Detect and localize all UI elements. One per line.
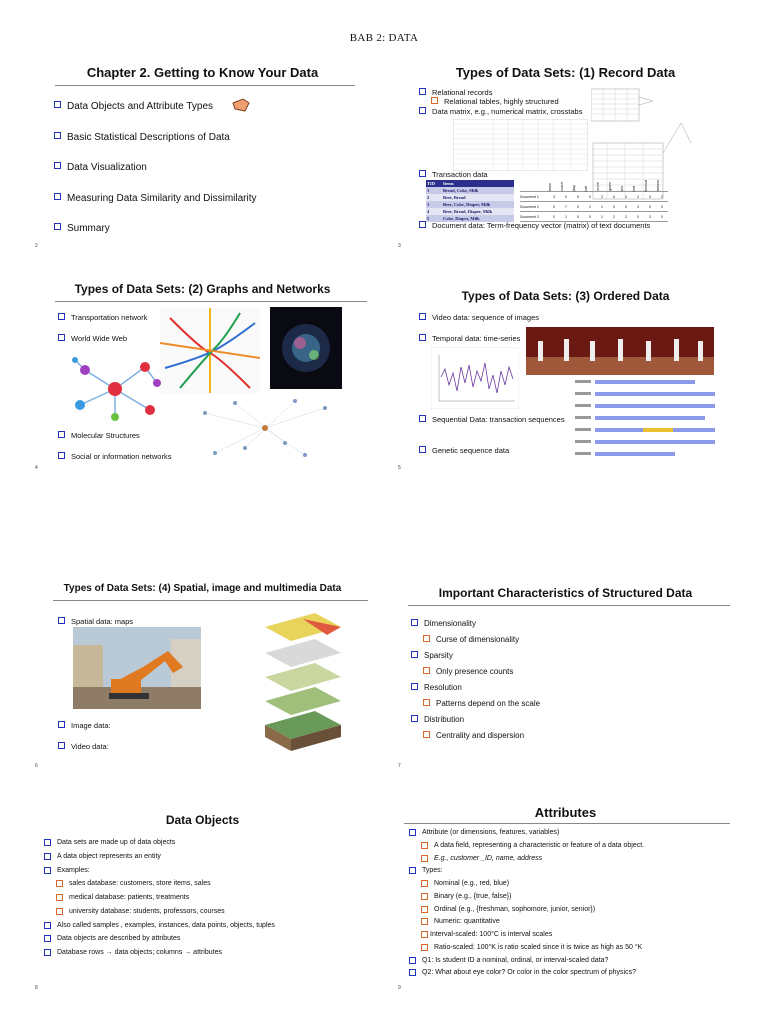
table-cell: 0 — [661, 214, 663, 219]
table-header: TID — [427, 181, 436, 186]
table-cell: 0 — [649, 194, 651, 199]
table-cell: 1 — [601, 214, 603, 219]
bullet: Numeric: quantitative — [408, 918, 644, 927]
bullet: Ordinal (e.g., {freshman, sophomore, junior, senior}) — [408, 906, 644, 915]
slide-title: Chapter 2. Getting to Know Your Data — [86, 65, 319, 80]
table-cell: 1 — [601, 204, 603, 209]
social-network-image — [195, 393, 335, 463]
table-cell: 3 — [649, 214, 651, 219]
bullet: Image data: — [57, 721, 111, 730]
table-cell: 0 — [553, 214, 555, 219]
term-header: season — [656, 179, 660, 191]
bullet: Centrality and dispersion — [410, 731, 540, 741]
bullet: Nominal (e.g., red, blue) — [408, 880, 644, 889]
table-cell: 7 — [565, 204, 567, 209]
bullet: Temporal data: time-series — [418, 334, 539, 343]
table-cell: Bread, Coke, Milk — [443, 188, 479, 193]
bullet: sales database: customers, store items, sales — [43, 880, 275, 889]
table-cell: 2 — [625, 214, 627, 219]
slide-ordered-data — [398, 275, 733, 470]
bullet: university database: students, professors, courses — [43, 908, 275, 917]
page-number: 3 — [398, 243, 401, 249]
bullet: Binary (e.g., {true, false}) — [408, 893, 644, 902]
transit-map-image — [160, 308, 260, 393]
page-header: BAB 2: DATA — [349, 32, 419, 44]
bullet: Only presence counts — [410, 667, 540, 677]
term-header: timeout — [644, 179, 648, 191]
table-cell: 0 — [589, 214, 591, 219]
table-cell: Beer, Bread, Diaper, Milk — [443, 209, 493, 214]
table-cell: 0 — [625, 204, 627, 209]
web-graph-image — [270, 307, 342, 389]
doc-name: Document 1 — [520, 194, 539, 199]
table-cell: 1 — [427, 188, 430, 193]
table-cell: 0 — [625, 194, 627, 199]
bullet: Interval-scaled: 100°C is interval scales — [408, 931, 644, 940]
bullet: Spatial data: maps — [57, 617, 133, 626]
page-number: 2 — [35, 243, 38, 249]
bullet: medical database: patients, treatments — [43, 894, 275, 903]
bullet: Document data: Term-frequency vector (matrix) of text documents — [418, 221, 650, 230]
page-number: 6 — [35, 763, 38, 769]
bullet: Examples: — [43, 867, 275, 876]
slide-title: Important Characteristics of Structured Data — [438, 586, 693, 600]
bullet: Transaction data — [418, 170, 488, 179]
term-header: win — [620, 185, 624, 191]
bullet: E.g., customer _ID, name, address — [408, 855, 644, 864]
bullet: Q2: What about eye color? Or color in the color spectrum of physics? — [408, 969, 644, 978]
bullet: A data object represents an entity — [43, 853, 275, 862]
table-header: Items — [443, 181, 454, 186]
bullet: Attribute (or dimensions, features, variables) — [408, 829, 644, 838]
bullet: Data Objects and Attribute Types — [53, 101, 257, 114]
slide-title: Data Objects — [165, 813, 240, 827]
time-series-chart-image — [431, 347, 519, 409]
doc-name: Document 3 — [520, 214, 539, 219]
bullet: Resolution — [410, 683, 540, 693]
doc-name: Document 2 — [520, 204, 539, 209]
table-cell: 5 — [577, 194, 579, 199]
bullet: Database rows → data objects; columns → attributes — [43, 949, 275, 958]
table-cell: 3 — [637, 204, 639, 209]
table-cell: 0 — [577, 204, 579, 209]
table-cell: 0 — [637, 214, 639, 219]
slide-graphs-networks — [35, 275, 370, 470]
table-cell: 0 — [613, 204, 615, 209]
slide-chapter-overview — [35, 55, 370, 250]
slide-title: Types of Data Sets: (3) Ordered Data — [461, 289, 670, 303]
table-cell: 2 — [661, 194, 663, 199]
video-sequence-image — [526, 327, 714, 375]
bullet: Relational records — [418, 88, 582, 97]
bullet: World Wide Web — [57, 334, 147, 343]
bullet: Data sets are made up of data objects — [43, 839, 275, 848]
table-cell: 0 — [661, 204, 663, 209]
page-number: 5 — [398, 465, 401, 471]
table-cell: 3 — [553, 194, 555, 199]
molecule-graph-image — [65, 355, 165, 423]
bullet: Transportation network — [57, 313, 147, 322]
table-cell: Coke, Diaper, Milk — [443, 216, 480, 221]
bullet: Distribution — [410, 715, 540, 725]
bullet: Patterns depend on the scale — [410, 699, 540, 709]
slide-title: Types of Data Sets: (2) Graphs and Networks — [74, 282, 331, 296]
page-number: 8 — [35, 985, 38, 991]
term-header: ball — [584, 185, 588, 191]
genetic-sequence-image — [573, 378, 723, 468]
slide-title: Types of Data Sets: (4) Spatial, image and multimedia Data — [63, 583, 342, 594]
table-cell: 5 — [427, 216, 430, 221]
document-term-matrix — [520, 165, 668, 222]
bullet: Summary — [53, 223, 257, 236]
table-cell: Beer, Coke, Diaper, Milk — [443, 202, 491, 207]
table-cell: 1 — [565, 214, 567, 219]
bullet: Sequential Data: transaction sequences — [418, 415, 565, 424]
bullet: Data objects are described by attributes — [43, 935, 275, 944]
table-cell: 2 — [427, 195, 430, 200]
slide-data-objects — [35, 795, 370, 990]
table-cell: 0 — [649, 204, 651, 209]
table-cell: 4 — [427, 209, 430, 214]
bullet: Data matrix, e.g., numerical matrix, crosstabs — [418, 107, 582, 116]
bullet: Social or information networks — [57, 452, 171, 461]
table-cell: 6 — [613, 194, 615, 199]
bullet: Video data: sequence of images — [418, 313, 539, 322]
excavator-photo — [73, 627, 201, 709]
table-cell: 0 — [589, 194, 591, 199]
bullet: A data field, representing a characteristic or feature of a data object. — [408, 842, 644, 851]
bullet: Data Visualization — [53, 162, 257, 175]
table-cell: 2 — [589, 204, 591, 209]
slide-record-data — [398, 55, 733, 250]
table-cell: Beer, Bread — [443, 195, 466, 200]
pointing-hand-icon — [231, 97, 251, 113]
table-cell: 0 — [577, 214, 579, 219]
slide-title: Attributes — [534, 805, 597, 820]
table-cell: 2 — [601, 194, 603, 199]
bullet: Also called samples , examples, instances, data points, objects, tuples — [43, 922, 275, 931]
term-header: coach — [560, 181, 564, 191]
bullet: Curse of dimensionality — [410, 635, 540, 645]
term-header: game — [608, 182, 612, 191]
term-header: team — [548, 183, 552, 191]
table-cell: 2 — [613, 214, 615, 219]
table-cell: 3 — [427, 202, 430, 207]
bullet: Sparsity — [410, 651, 540, 661]
term-header: lost — [632, 185, 636, 191]
bullet: Genetic sequence data — [418, 446, 565, 455]
bullet: Q1: Is student ID a nominal, ordinal, or interval-scaled data? — [408, 957, 644, 966]
bullet: Basic Statistical Descriptions of Data — [53, 132, 257, 145]
slide-attributes — [398, 795, 733, 990]
bullet: Video data: — [57, 742, 111, 751]
bullet: Relational tables, highly structured — [418, 97, 582, 106]
slide-title: Types of Data Sets: (1) Record Data — [455, 65, 676, 80]
page-number: 4 — [35, 465, 38, 471]
term-header: play — [572, 184, 576, 191]
gis-layers-image — [245, 609, 357, 755]
bullet: Measuring Data Similarity and Dissimilarity — [53, 193, 257, 206]
bullet: Molecular Structures — [57, 431, 171, 440]
data-matrix-image — [453, 119, 588, 171]
page-number: 7 — [398, 763, 401, 769]
table-cell: 2 — [637, 194, 639, 199]
bullet: Dimensionality — [410, 619, 540, 629]
page-number: 9 — [398, 985, 401, 991]
transaction-table — [426, 180, 514, 222]
bullet: Types: — [408, 867, 644, 876]
table-cell: 0 — [553, 204, 555, 209]
bullet: Ratio-scaled: 100°K is ratio scaled since it is twice as high as 50 °K — [408, 944, 644, 953]
slide-spatial-multimedia — [35, 575, 370, 770]
slide-structured-characteristics — [398, 575, 733, 770]
term-header: score — [596, 182, 600, 191]
table-cell: 0 — [565, 194, 567, 199]
